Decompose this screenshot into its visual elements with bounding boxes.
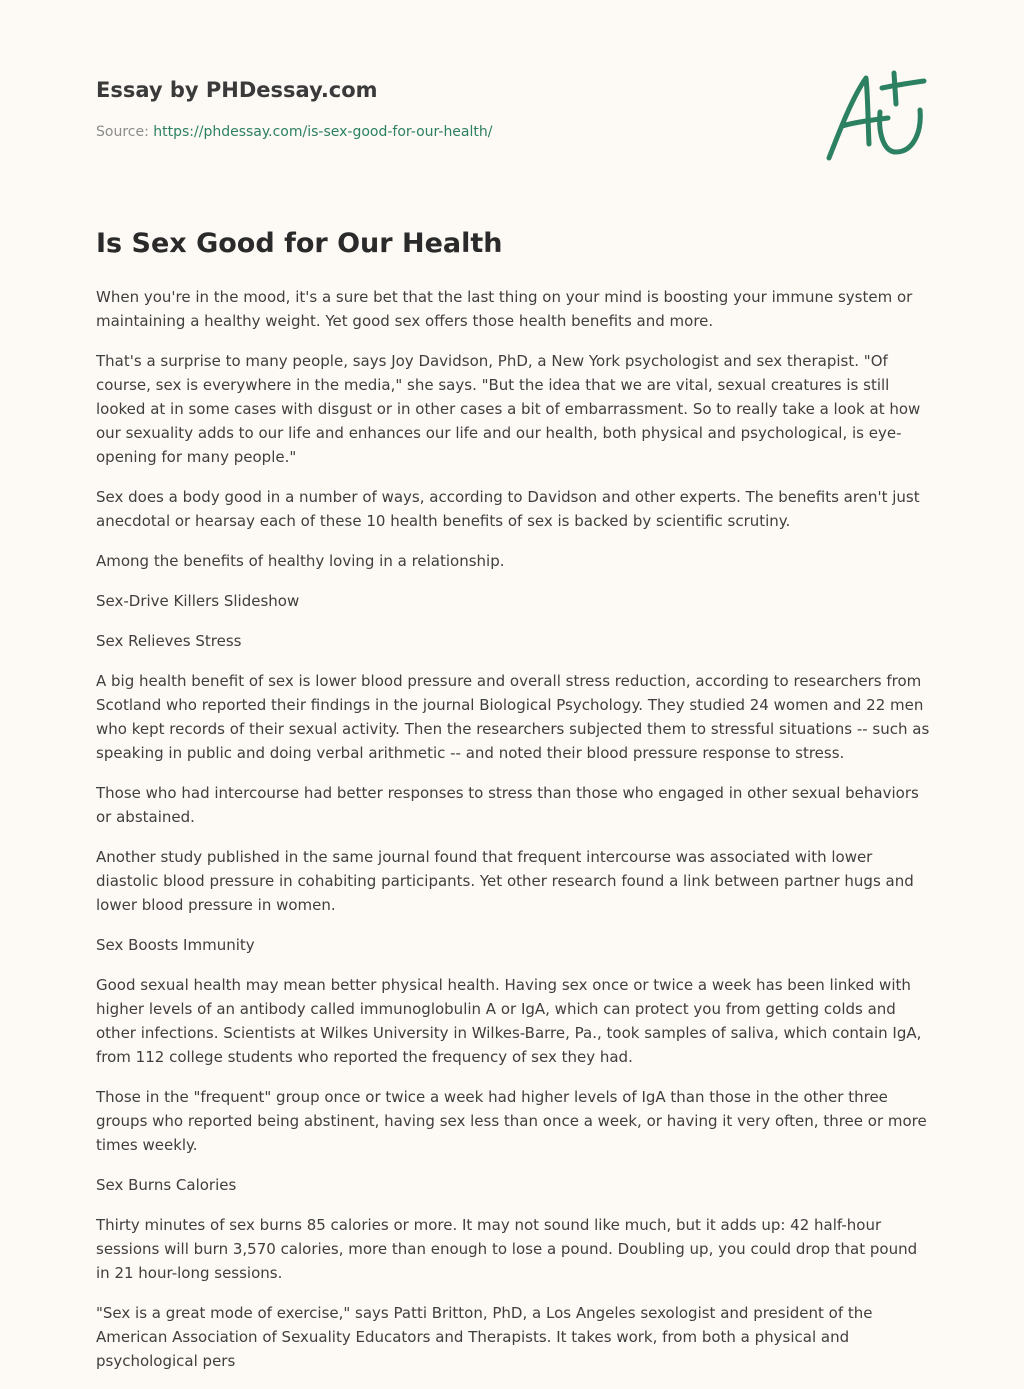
section-heading: Sex Boosts Immunity (96, 936, 255, 954)
paragraph: Thirty minutes of sex burns 85 calories or more. It may not sound like much, but it adds up: 42 half-hour sessions will burn 3,570 calories, more than enough to lose a pound. Doubling up, you could drop that pound in 21 hour-long sessions. (96, 1216, 918, 1282)
source-label: Source: (96, 124, 154, 140)
essay-title: Is Sex Good for Our Health (96, 228, 503, 259)
paragraph: Those who had intercourse had better responses to stress than those who engaged in other sexual behaviors or abstained. (96, 784, 919, 826)
a-plus-icon (822, 68, 928, 166)
paragraph: Sex does a body good in a number of ways, according to Davidson and other experts. The benefits aren't just anecdotal or hearsay each of these 10 health benefits of sex is backed by scientific scrutiny. (96, 488, 920, 530)
essay-header (96, 76, 796, 142)
section-heading: Sex Relieves Stress (96, 632, 242, 650)
section-heading: Sex-Drive Killers Slideshow (96, 592, 300, 610)
paragraph: Another study published in the same journal found that frequent intercourse was associated with lower diastolic blood pressure in cohabiting participants. Yet other research found a link between partner hugs and lower blood pressure in women. (96, 848, 914, 914)
brand-title: Essay by PHDessay.com (96, 78, 378, 102)
source-link[interactable]: https://phdessay.com/is-sex-good-for-our-health/ (153, 124, 493, 140)
paragraph: "Sex is a great mode of exercise," says Patti Britton, PhD, a Los Angeles sexologist and president of the American Association of Sexuality Educators and Therapists. It takes work, from both a physical and psychological pers (96, 1304, 873, 1370)
section-heading: Sex Burns Calories (96, 1176, 237, 1194)
paragraph: Those in the "frequent" group once or twice a week had higher levels of IgA than those in the other three groups who reported being abstinent, having sex less than once a week, or having it very often, three or more times weekly. (96, 1088, 927, 1154)
paragraph: A big health benefit of sex is lower blood pressure and overall stress reduction, according to researchers from Scotland who reported their findings in the journal Biological Psychology. They studied 24 women and 22 men who kept records of their sexual activity. Then the researchers subjected them to stressful situations -- such as speaking in public and doing verbal arithmetic -- and noted their blood pressure response to stress. (96, 672, 930, 762)
paragraph: Good sexual health may mean better physical health. Having sex once or twice a week has been linked with higher levels of an antibody called immunoglobulin A or IgA, which can protect you from getting colds and other infections. Scientists at Wilkes University in Wilkes-Barre, Pa., took samples of saliva, which contain IgA, from 112 college students who reported the frequency of sex they had. (96, 976, 922, 1066)
paragraph: Among the benefits of healthy loving in a relationship. (96, 552, 505, 570)
source-line (96, 122, 796, 142)
essay-body (96, 226, 932, 1389)
paragraph: That's a surprise to many people, says Joy Davidson, PhD, a New York psychologist and sex therapist. "Of course, sex is everywhere in the media," she says. "But the idea that we are vital, sexual creatures is still looked at in some cases with disgust or in other cases a bit of embarrassment. So to really take a look at how our sexuality adds to our life and enhances our life and our health, both physical and psychological, is eye-opening for many people." (96, 352, 921, 466)
paragraph: When you're in the mood, it's a sure bet that the last thing on your mind is boosting your immune system or maintaining a healthy weight. Yet good sex offers those health benefits and more. (96, 288, 913, 330)
